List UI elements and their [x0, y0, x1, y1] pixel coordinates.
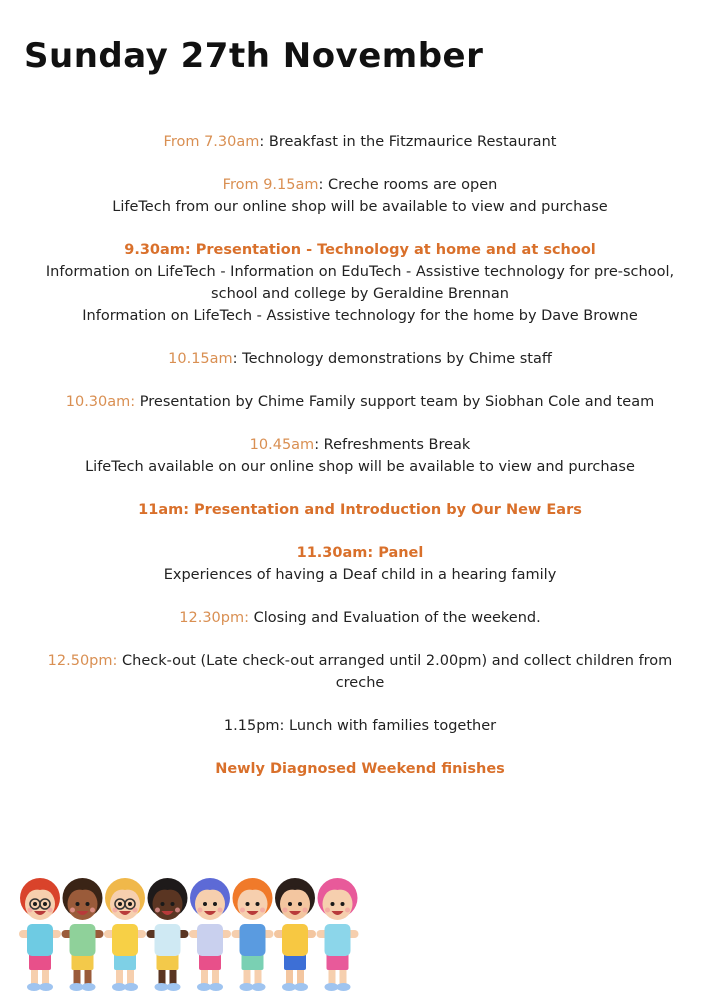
item-time: 12.30pm: — [179, 610, 249, 626]
item-heading: 11am: Presentation and Introduction by Our New Ears — [138, 502, 582, 518]
schedule-item-creche: From 9.15am: Creche rooms are open LifeTech from our online shop will be available to view and purchase — [112, 177, 608, 215]
child-figure — [104, 878, 146, 991]
item-description: Creche rooms are open — [323, 177, 498, 193]
item-heading: 11.30am: Panel — [296, 545, 424, 561]
children-illustration — [14, 868, 370, 996]
schedule-item-finish — [30, 758, 690, 780]
item-description: 1.15pm: Lunch with families together — [223, 718, 497, 734]
schedule-item-family-support — [30, 391, 690, 413]
schedule-item-closing — [30, 607, 690, 629]
schedule-item-checkout — [30, 650, 690, 694]
schedule — [30, 131, 690, 801]
child-figure — [19, 878, 61, 991]
child-figure — [147, 878, 189, 991]
item-heading: 9.30am: Presentation - Technology at home and at school — [124, 242, 596, 258]
item-time: 10.45am — [249, 437, 315, 453]
item-time: 10.30am: — [65, 394, 136, 410]
schedule-item-panel — [30, 542, 690, 586]
child-figure — [317, 878, 359, 991]
item-description: Breakfast in the Fitzmaurice Restaurant — [264, 134, 557, 150]
item-time: From 9.15am — [222, 177, 319, 193]
item-description: Refreshments Break — [319, 437, 471, 453]
item-detail: Information on LifeTech - Assistive technology for the home by Dave Browne — [82, 308, 638, 324]
item-description: Closing and Evaluation of the weekend. — [249, 610, 541, 626]
child-figure — [274, 878, 316, 991]
item-detail: LifeTech available on our online shop will be available to view and purchase — [85, 459, 635, 475]
child-figure — [62, 878, 104, 991]
item-time: From 7.30am — [163, 134, 260, 150]
schedule-item-refreshments: 10.45am: Refreshments Break LifeTech available on our online shop will be available to view and purchase — [85, 437, 635, 475]
page-title: Sunday 27th November — [24, 36, 484, 76]
item-description: Technology demonstrations by Chime staff — [237, 351, 552, 367]
schedule-item-breakfast: From 7.30am: Breakfast in the Fitzmaurice Restaurant — [163, 134, 557, 150]
child-figure — [189, 878, 231, 991]
item-time: 10.15am — [168, 351, 233, 367]
schedule-item-demonstrations: 10.15am: Technology demonstrations by Chime staff — [168, 351, 552, 367]
item-detail: Information on LifeTech - Information on EduTech - Assistive technology for pre-school, school and college by Geraldine Brennan — [45, 264, 675, 302]
item-detail: Experiences of having a Deaf child in a hearing family — [163, 567, 557, 583]
child-figure — [232, 878, 274, 991]
item-time: 12.50pm: — [47, 653, 118, 669]
schedule-item-lunch — [30, 715, 690, 737]
item-heading: Newly Diagnosed Weekend finishes — [215, 761, 505, 777]
item-detail: LifeTech from our online shop will be available to view and purchase — [112, 199, 608, 215]
item-description: Check-out (Late check-out arranged until 2.00pm) and collect children from creche — [117, 653, 673, 691]
schedule-item-presentation-technology — [30, 239, 690, 327]
schedule-item-our-new-ears — [30, 499, 690, 521]
item-description: Presentation by Chime Family support team by Siobhan Cole and team — [135, 394, 655, 410]
